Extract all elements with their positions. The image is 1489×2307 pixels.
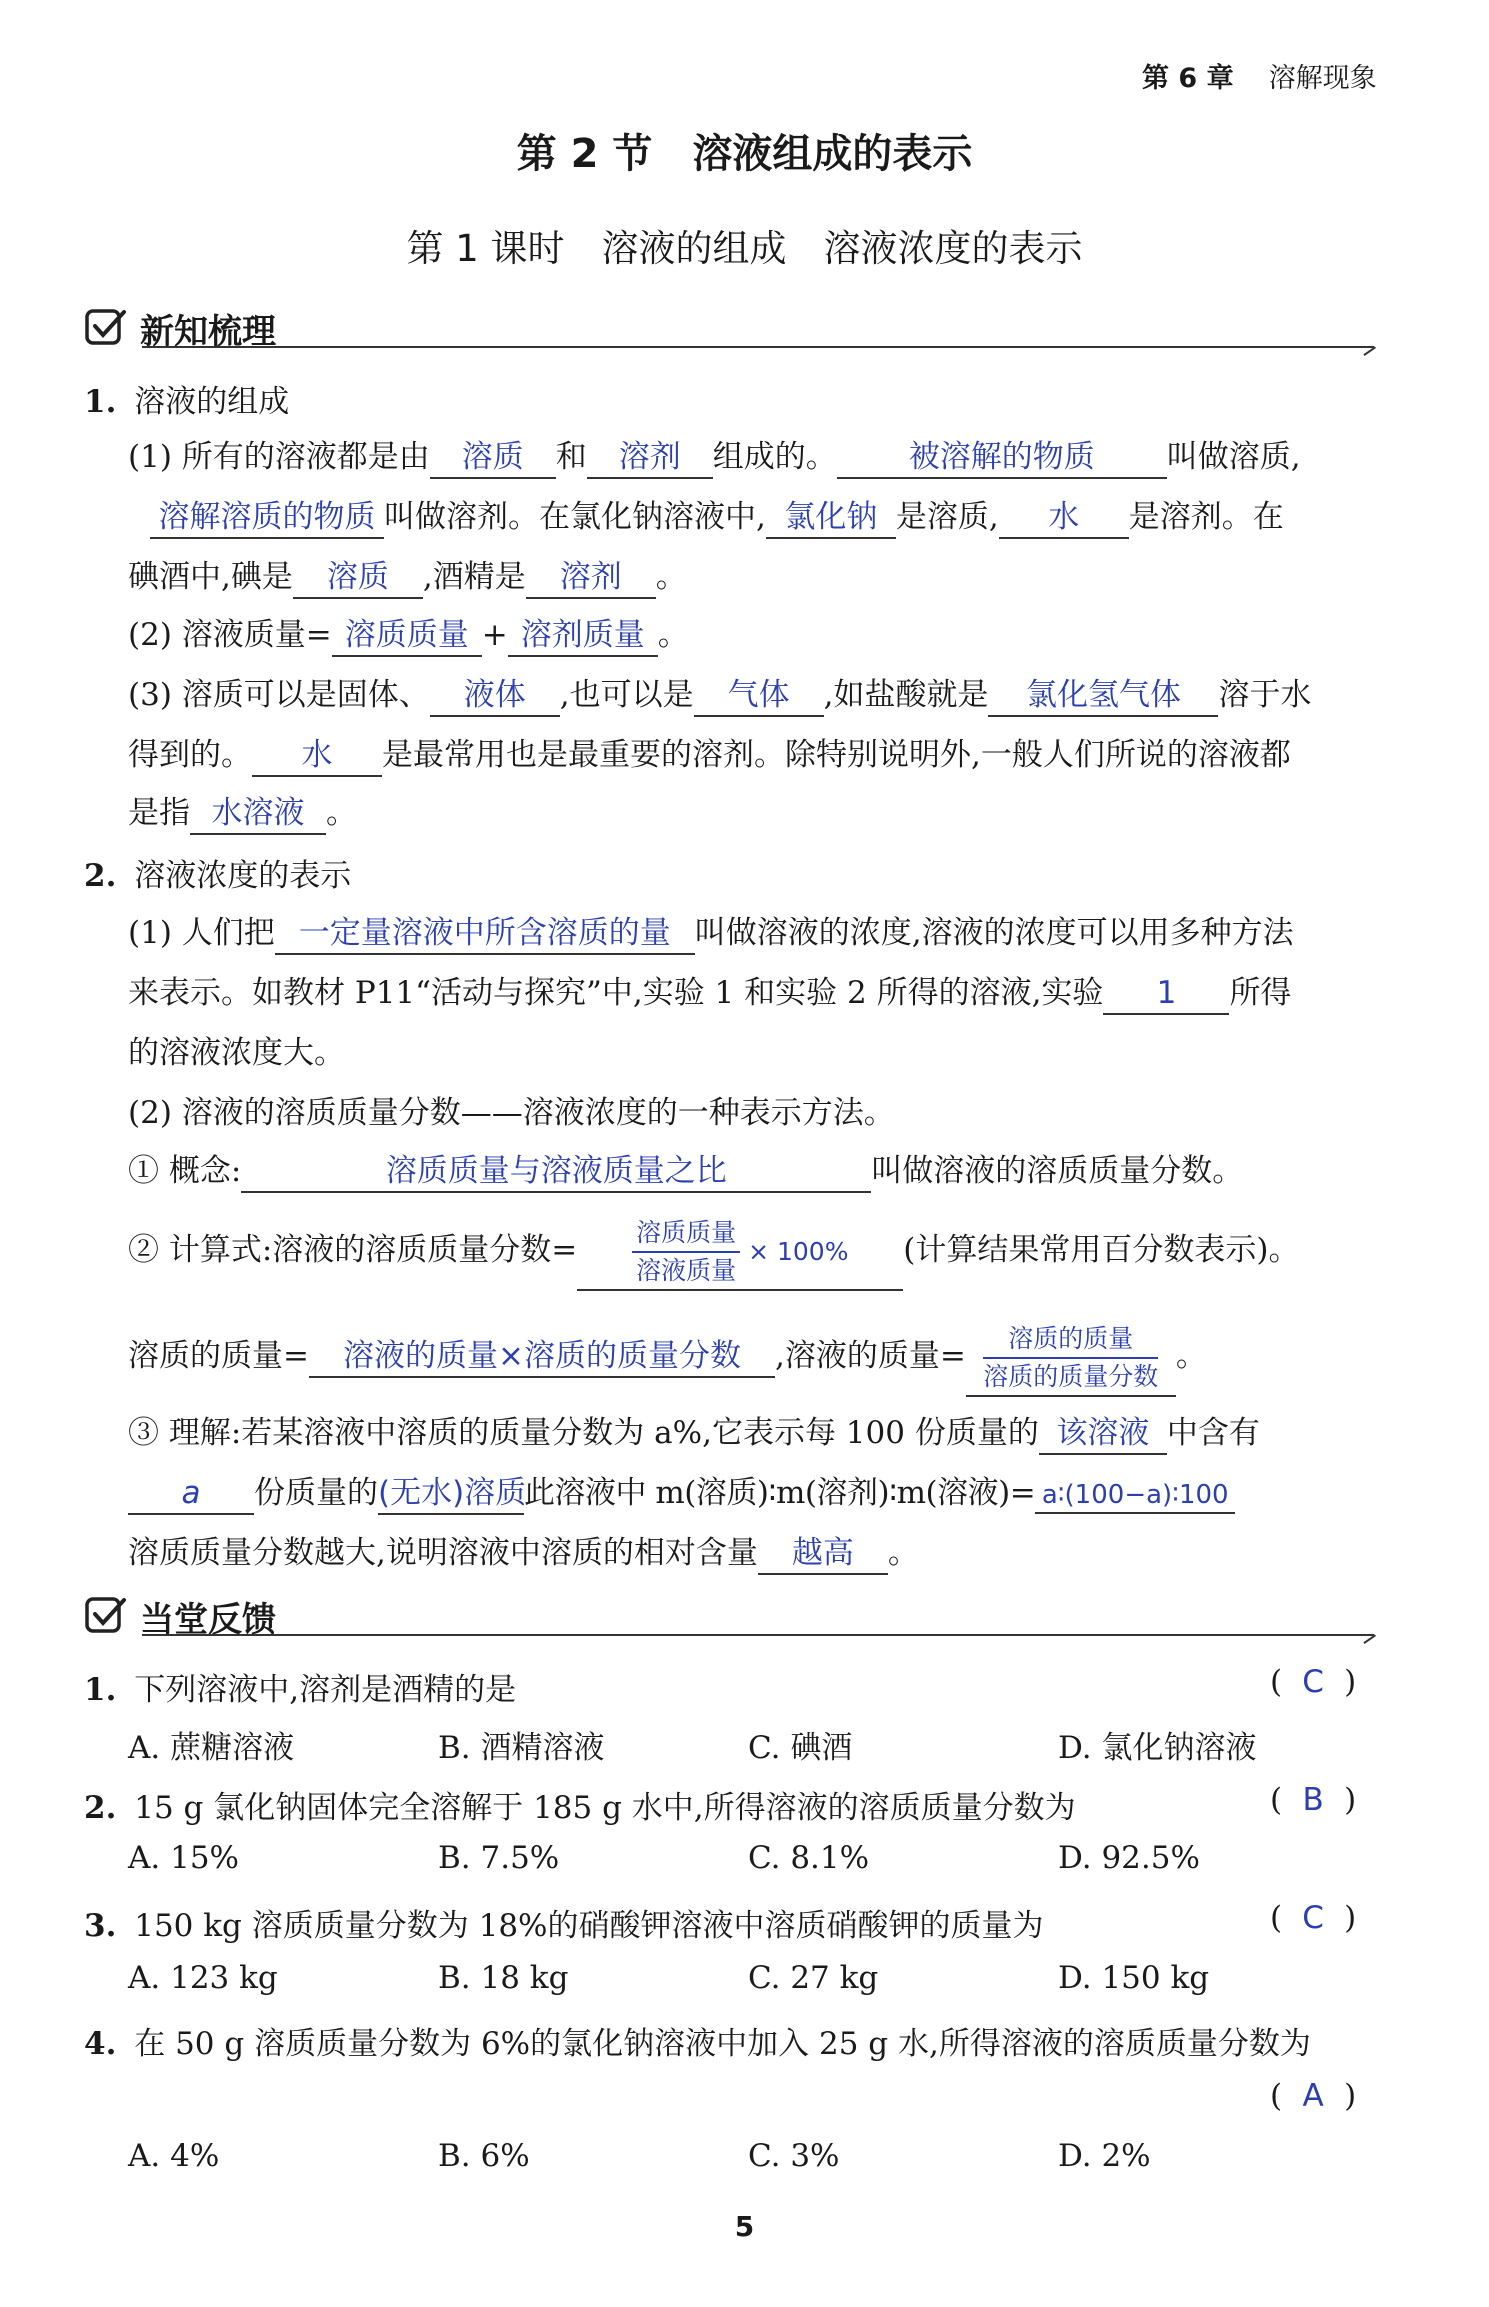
text: ② 计算式:溶液的溶质质量分数= <box>128 1232 578 1268</box>
chapter-header <box>1142 56 1377 95</box>
answer: 溶液的质量×溶质的质量分数 <box>342 1338 741 1374</box>
page-number: 5 <box>734 2210 755 2243</box>
text: (2) 溶液的溶质质量分数——溶液浓度的一种表示方法。 <box>128 1095 895 1131</box>
blank <box>309 1337 775 1378</box>
k2-number: 2. <box>84 858 117 894</box>
feedback-section-header <box>84 1590 1374 1640</box>
text: 溶于水 <box>1218 677 1312 713</box>
k2-line5 <box>128 1148 1243 1194</box>
k1-line7 <box>128 790 357 836</box>
option: B. 酒精溶液 <box>438 1730 605 1766</box>
formula-blank <box>966 1321 1176 1397</box>
text: 碘酒中,碘是 <box>128 559 293 595</box>
paren-open: ( <box>1270 1900 1283 1936</box>
answer: 1 <box>1156 975 1177 1011</box>
text: (3) 溶质可以是固体、 <box>128 677 430 713</box>
section-title: 第 2 节 溶液组成的表示 <box>516 131 973 177</box>
text: + <box>481 617 508 653</box>
denominator: 溶液质量 <box>636 1255 737 1285</box>
text: ③ 理解:若某溶液中溶质的质量分数为 a%,它表示每 100 份质量的 <box>128 1415 1039 1451</box>
answer: 氯化钠 <box>784 499 878 535</box>
blank <box>758 1534 888 1575</box>
text: 叫做溶液的溶质质量分数。 <box>871 1153 1244 1189</box>
question-stem: 下列溶液中,溶剂是酒精的是 <box>134 1672 517 1708</box>
blank <box>332 616 482 657</box>
k1-title: 溶液的组成 <box>134 384 290 420</box>
answer: 氯化氢气体 <box>1025 677 1181 713</box>
k2-line4 <box>128 1090 895 1136</box>
answer: 一定量溶液中所含溶质的量 <box>298 915 671 951</box>
blank <box>128 1474 254 1515</box>
answer-paren-4 <box>1270 2078 1356 2114</box>
answer-choice: C <box>1302 1900 1324 1936</box>
text: ,如盐酸就是 <box>823 677 989 713</box>
answer: 溶剂质量 <box>520 617 645 653</box>
k2-line1 <box>128 910 1294 956</box>
blank <box>988 676 1218 717</box>
answer: 溶剂 <box>559 559 622 595</box>
k1-line4 <box>128 612 689 658</box>
multiplier: × 100% <box>748 1236 849 1266</box>
checkbox-icon <box>84 1594 128 1638</box>
blank <box>275 914 695 955</box>
blank <box>1103 974 1229 1015</box>
paren-close: ) <box>1344 1900 1357 1936</box>
option: D. 92.5% <box>1058 1840 1200 1876</box>
answer-choice: A <box>1302 2078 1324 2114</box>
answer: 溶质质量与溶液质量之比 <box>385 1153 727 1189</box>
chapter-number: 第 6 章 <box>1142 63 1234 94</box>
blank <box>252 736 382 777</box>
answer: 溶剂 <box>618 439 681 475</box>
paren-close: ) <box>1344 2078 1357 2114</box>
k2-line6 <box>128 1210 1299 1294</box>
paren-open: ( <box>1270 1664 1283 1700</box>
text: 。 <box>655 559 687 595</box>
question-stem: 150 kg 溶质质量分数为 18%的硝酸钾溶液中溶质硝酸钾的质量为 <box>134 1908 1044 1944</box>
k1-heading <box>84 376 289 421</box>
k2-line7 <box>128 1316 1207 1400</box>
text: 此溶液中 m(溶质)∶m(溶剂)∶m(溶液)= <box>524 1475 1036 1511</box>
k1-line3 <box>128 554 687 600</box>
k2-heading <box>84 850 351 895</box>
text: 所得 <box>1229 975 1292 1011</box>
text: 。 <box>326 795 357 831</box>
k1-line6 <box>128 732 1291 778</box>
knowledge-section-title: 新知梳理 <box>140 312 276 352</box>
blank <box>241 1152 871 1193</box>
text: 份质量的 <box>254 1475 378 1511</box>
text: (2) 溶液质量= <box>128 617 332 653</box>
option: A. 15% <box>128 1840 239 1876</box>
text: 溶质的质量= <box>128 1338 309 1374</box>
chapter-title: 溶解现象 <box>1268 63 1377 94</box>
k2-line2 <box>128 970 1291 1016</box>
numerator: 溶质质量 <box>632 1215 740 1253</box>
text: 是溶剂。在 <box>1128 499 1284 535</box>
option: B. 18 kg <box>438 1960 569 1996</box>
option: D. 150 kg <box>1058 1960 1210 1996</box>
option: A. 蔗糖溶液 <box>128 1730 295 1766</box>
paren-close: ) <box>1344 1664 1357 1700</box>
answer: 水 <box>301 737 333 773</box>
answer-paren-2 <box>1270 1782 1356 1818</box>
text: 来表示。如教材 P11“活动与探究”中,实验 1 和实验 2 所得的溶液,实验 <box>128 975 1104 1011</box>
blank <box>430 438 556 479</box>
fraction <box>632 1215 740 1289</box>
blank <box>587 438 713 479</box>
text: (1) 所有的溶液都是由 <box>128 439 430 475</box>
blank <box>1035 1479 1235 1514</box>
fraction <box>983 1321 1158 1395</box>
lesson-subtitle: 第 1 课时 溶液的组成 溶液浓度的表示 <box>406 227 1083 270</box>
blank <box>293 558 423 599</box>
k2-line3 <box>128 1030 345 1076</box>
text: 是最常用也是最重要的溶剂。除特别说明外,一般人们所说的溶液都 <box>382 737 1291 773</box>
k2-title: 溶液浓度的表示 <box>134 858 352 894</box>
text: 叫做溶剂。在氯化钠溶液中, <box>384 499 766 535</box>
text: ,溶液的质量= <box>774 1338 966 1374</box>
feedback-section-title: 当堂反馈 <box>140 1600 276 1640</box>
answer: 越高 <box>791 1535 854 1571</box>
option: C. 碘酒 <box>748 1730 853 1766</box>
answer-paren-1 <box>1270 1664 1356 1700</box>
answer: 溶质 <box>461 439 524 475</box>
text: 。 <box>1175 1338 1207 1374</box>
text: 叫做溶液的浓度,溶液的浓度可以用多种方法 <box>694 915 1294 951</box>
answer: 气体 <box>727 677 790 713</box>
text: 。 <box>657 617 689 653</box>
k1-line2 <box>150 494 1284 540</box>
k1-line5 <box>128 672 1311 718</box>
answer: 被溶解的物质 <box>908 439 1095 475</box>
k2-line9 <box>128 1470 1235 1516</box>
text: ① 概念: <box>128 1153 242 1189</box>
text: ,也可以是 <box>559 677 694 713</box>
paren-open: ( <box>1270 1782 1283 1818</box>
numerator: 溶质的质量 <box>983 1321 1158 1359</box>
option: D. 2% <box>1058 2138 1151 2174</box>
answer-choice: C <box>1302 1664 1324 1700</box>
paren-close: ) <box>1344 1782 1357 1818</box>
answer: 液体 <box>463 677 526 713</box>
option: C. 3% <box>748 2138 840 2174</box>
paren-open: ( <box>1270 2078 1283 2114</box>
text: 是指 <box>128 795 190 831</box>
text: 溶质质量分数越大,说明溶液中溶质的相对含量 <box>128 1535 758 1571</box>
question-1 <box>84 1664 516 1709</box>
k1-number: 1. <box>84 384 117 420</box>
option: C. 27 kg <box>748 1960 879 1996</box>
question-number: 3. <box>84 1908 117 1944</box>
text: 得到的。 <box>128 737 252 773</box>
text: (1) 人们把 <box>128 915 275 951</box>
option: D. 氯化钠溶液 <box>1058 1730 1257 1766</box>
answer: a <box>181 1475 201 1511</box>
question-stem: 在 50 g 溶质质量分数为 6%的氯化钠溶液中加入 25 g 水,所得溶液的溶质质量分数为 <box>134 2026 1311 2062</box>
blank <box>190 794 326 835</box>
blank <box>526 558 656 599</box>
blank <box>1039 1414 1167 1455</box>
answer: 水 <box>1048 499 1080 535</box>
option: B. 6% <box>438 2138 530 2174</box>
text: ,酒精是 <box>422 559 526 595</box>
answer: 溶解溶质的物质 <box>158 499 376 535</box>
answer: (无水)溶质 <box>378 1475 527 1511</box>
question-number: 4. <box>84 2026 117 2062</box>
option: C. 8.1% <box>748 1840 870 1876</box>
denominator: 溶质的质量分数 <box>983 1361 1159 1391</box>
k1-line1 <box>128 434 1301 480</box>
blank <box>999 498 1129 539</box>
k2-line8 <box>128 1410 1260 1456</box>
answer: 溶质质量 <box>344 617 469 653</box>
blank <box>150 498 384 539</box>
question-3 <box>84 1900 1044 1945</box>
option: A. 123 kg <box>128 1960 278 1996</box>
text: (计算结果常用百分数表示)。 <box>903 1232 1300 1268</box>
answer-paren-3 <box>1270 1900 1356 1936</box>
blank <box>837 438 1167 479</box>
formula-blank <box>577 1215 903 1291</box>
answer: 水溶液 <box>211 795 305 831</box>
option: B. 7.5% <box>438 1840 560 1876</box>
knowledge-section-header <box>84 302 1374 352</box>
blank <box>694 676 824 717</box>
question-stem: 15 g 氯化钠固体完全溶解于 185 g 水中,所得溶液的溶质质量分数为 <box>134 1790 1076 1826</box>
question-number: 2. <box>84 1790 117 1826</box>
blank <box>766 498 896 539</box>
text: 组成的。 <box>712 439 837 475</box>
text: 是溶质, <box>895 499 999 535</box>
answer: 该溶液 <box>1056 1415 1150 1451</box>
blank <box>508 616 658 657</box>
text: 叫做溶质, <box>1166 439 1301 475</box>
question-4 <box>84 2018 1311 2063</box>
blank <box>378 1474 527 1515</box>
blank <box>430 676 560 717</box>
checkbox-icon <box>84 306 128 350</box>
text: 和 <box>555 439 587 475</box>
text: 。 <box>887 1535 919 1571</box>
answer: a∶(100−a)∶100 <box>1041 1480 1229 1510</box>
option: A. 4% <box>128 2138 220 2174</box>
answer: 溶质 <box>326 559 389 595</box>
question-2 <box>84 1782 1076 1827</box>
k2-line10 <box>128 1530 919 1576</box>
answer-choice: B <box>1302 1782 1324 1818</box>
text: 中含有 <box>1166 1415 1260 1451</box>
question-number: 1. <box>84 1672 117 1708</box>
text: 的溶液浓度大。 <box>128 1035 345 1071</box>
